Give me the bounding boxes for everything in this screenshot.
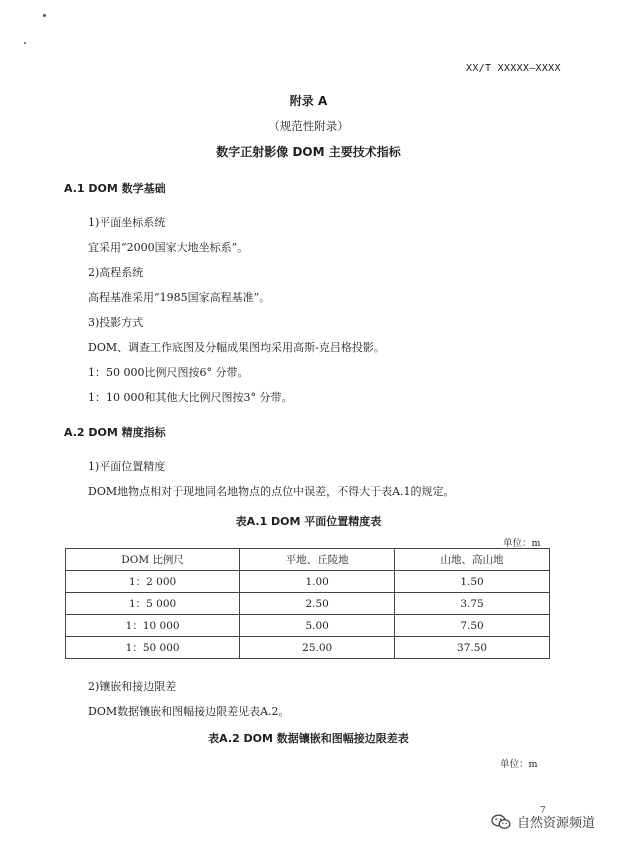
a1-line: 高程基准采用“1985国家高程基准”。 [88,291,271,304]
section-a2-heading: A.2 DOM 精度指标 [64,426,166,439]
table-header-cell: 山地、高山地 [395,549,550,571]
standard-code: XX/T XXXXX—XXXX [466,63,561,74]
table1-unit: 单位：m [503,538,541,549]
table2-caption: 表A.2 DOM 数据镶嵌和图幅接边限差表 [208,732,409,745]
table-cell: 37.50 [395,637,550,659]
table-row [66,593,550,615]
table-cell: 1.00 [240,571,395,593]
table-cell: 1：10 000 [66,615,240,637]
a1-line: 3)投影方式 [88,316,144,329]
table-row [66,637,550,659]
appendix-note: （规范性附录） [268,119,349,133]
table2-unit: 单位：m [500,759,538,770]
section-a1-heading: A.1 DOM 数学基础 [64,182,166,195]
table1-caption: 表A.1 DOM 平面位置精度表 [235,515,382,528]
appendix-title: 数字正射影像 DOM 主要技术指标 [216,145,401,159]
watermark [491,812,595,831]
table-cell: 1：5 000 [66,593,240,615]
a2b-line: DOM数据镶嵌和图幅接边限差见表A.2。 [88,705,290,718]
a2-line: 1)平面位置精度 [88,460,166,473]
table-header-row [66,549,550,571]
table-cell: 1：50 000 [66,637,240,659]
a1-line: 1：50 000比例尺图按6° 分带。 [88,366,249,379]
a1-line: DOM、调查工作底图及分幅成果图均采用高斯-克吕格投影。 [88,341,385,354]
table-header-cell: 平地、丘陵地 [240,549,395,571]
precision-table [65,548,550,659]
a1-line: 2)高程系统 [88,266,144,279]
wechat-icon [491,814,511,830]
table-row [66,615,550,637]
table-cell: 7.50 [395,615,550,637]
a1-line: 1：10 000和其他大比例尺图按3° 分带。 [88,391,293,404]
a2-line: DOM地物点相对于现地同名地物点的点位中误差，不得大于表A.1的规定。 [88,485,455,498]
table-cell: 25.00 [240,637,395,659]
a1-line: 宜采用“2000国家大地坐标系”。 [88,241,249,254]
a2b-line: 2)镶嵌和接边限差 [88,680,177,693]
scan-speck [43,14,46,17]
table-cell: 1.50 [395,571,550,593]
appendix-label: 附录 A [289,94,328,108]
table-cell: 2.50 [240,593,395,615]
table-row [66,571,550,593]
table-cell: 1：2 000 [66,571,240,593]
page-number: 7 [540,806,546,816]
scan-speck [24,42,26,44]
a1-line: 1)平面坐标系统 [88,216,166,229]
watermark-text: 自然资源频道 [516,816,595,831]
table-cell: 5.00 [240,615,395,637]
table-header-cell: DOM 比例尺 [66,549,240,571]
table-cell: 3.75 [395,593,550,615]
